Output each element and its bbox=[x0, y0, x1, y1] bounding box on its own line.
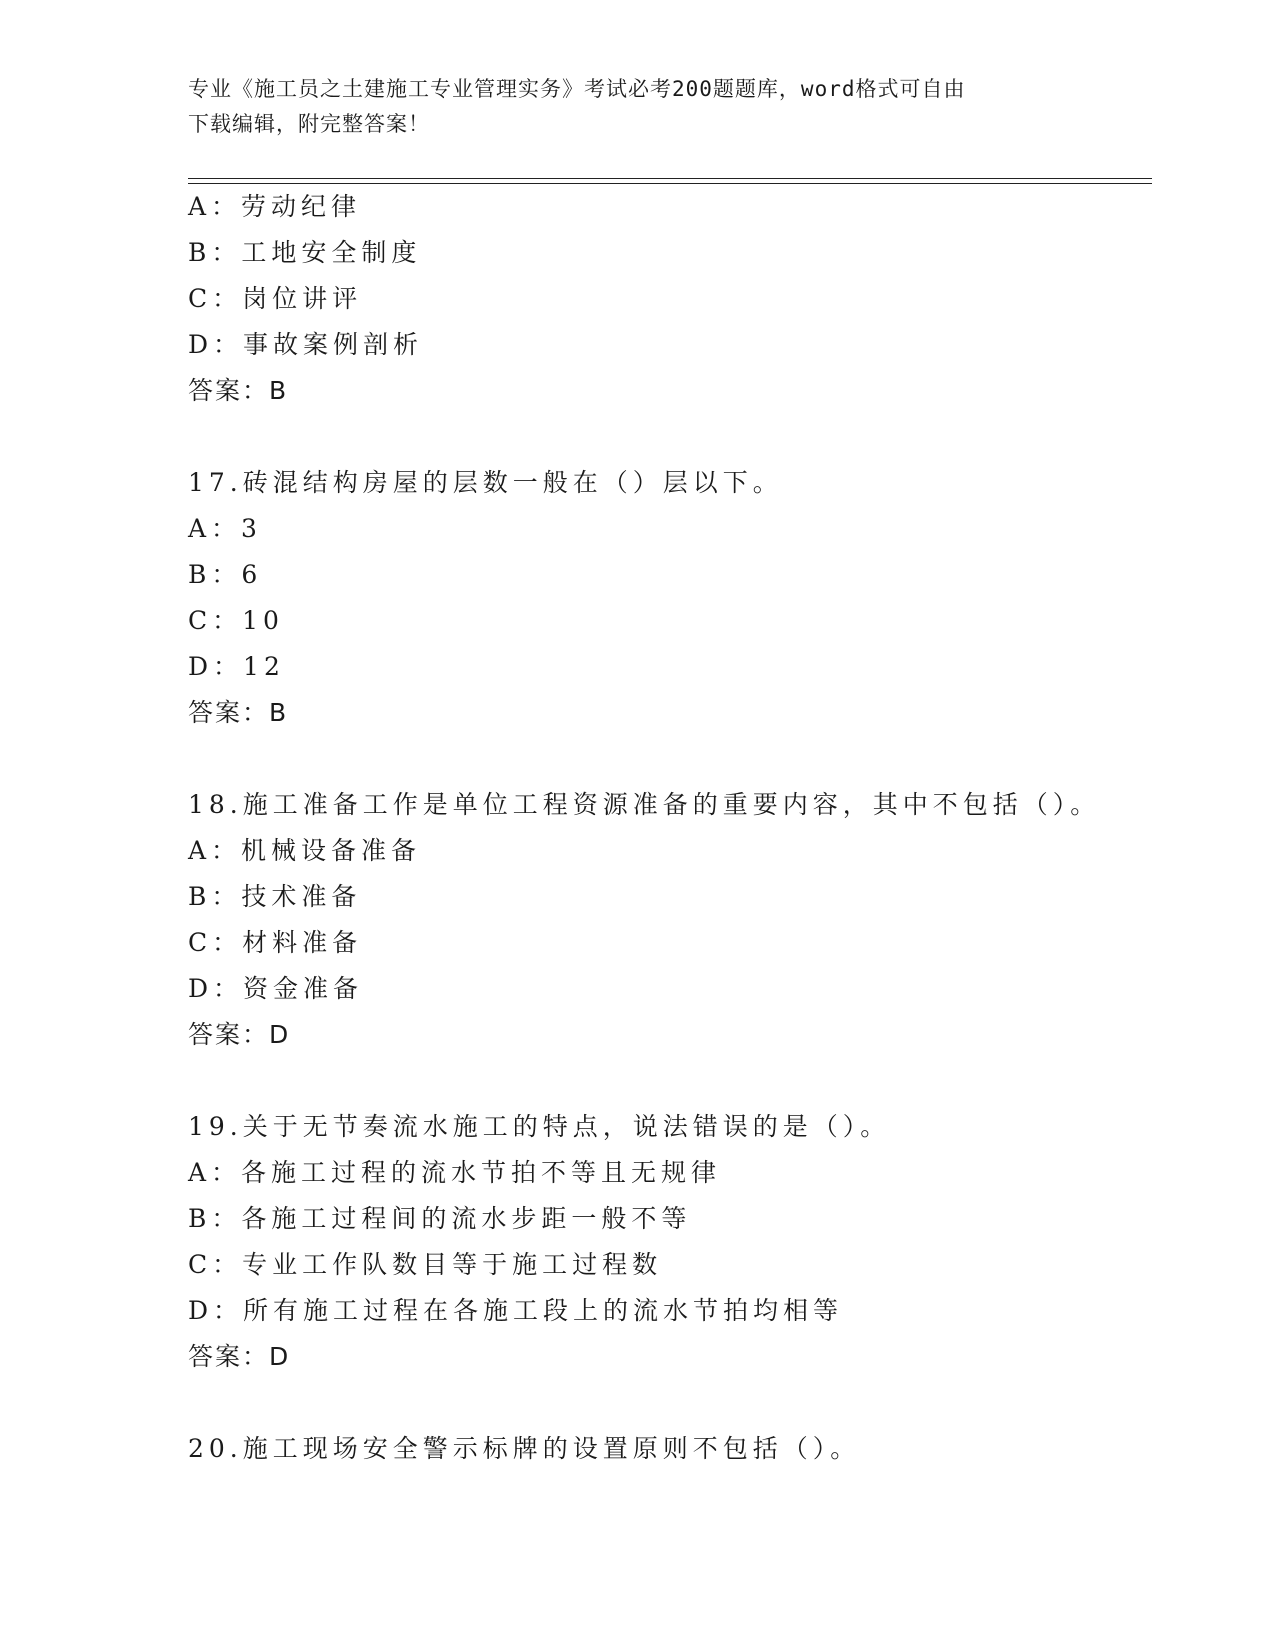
q17-option-a: A：3 bbox=[188, 514, 262, 543]
prev-option-d: D：事故案例剖析 bbox=[188, 330, 424, 359]
header-rule-top bbox=[188, 178, 1152, 179]
q18-option-c: C：材料准备 bbox=[188, 928, 363, 957]
header-line-2: 下载编辑，附完整答案！ bbox=[188, 112, 430, 136]
prev-option-b: B：工地安全制度 bbox=[188, 238, 422, 267]
document-header bbox=[188, 72, 1068, 142]
q17-stem: 17.砖混结构房屋的层数一般在（）层以下。 bbox=[188, 468, 783, 497]
q17-option-c: C：10 bbox=[188, 606, 284, 635]
header-rule-bottom bbox=[188, 183, 1152, 184]
q18-option-a: A：机械设备准备 bbox=[188, 836, 422, 865]
q19-option-d: D：所有施工过程在各施工段上的流水节拍均相等 bbox=[188, 1296, 844, 1325]
q18-option-b: B：技术准备 bbox=[188, 882, 362, 911]
q19-answer: 答案：D bbox=[188, 1342, 291, 1371]
header-line-1: 专业《施工员之土建施工专业管理实务》考试必考200题题库，word格式可自由 bbox=[188, 77, 966, 101]
q17-option-d: D：12 bbox=[188, 652, 285, 681]
prev-answer: 答案：B bbox=[188, 376, 289, 405]
q19-option-c: C：专业工作队数目等于施工过程数 bbox=[188, 1250, 663, 1279]
q18-answer: 答案：D bbox=[188, 1020, 291, 1049]
q19-stem: 19.关于无节奏流水施工的特点，说法错误的是（）。 bbox=[188, 1112, 891, 1141]
prev-option-a: A：劳动纪律 bbox=[188, 192, 362, 221]
q18-option-d: D：资金准备 bbox=[188, 974, 364, 1003]
q20-stem: 20.施工现场安全警示标牌的设置原则不包括（）。 bbox=[188, 1434, 861, 1463]
q19-option-a: A：各施工过程的流水节拍不等且无规律 bbox=[188, 1158, 722, 1187]
q17-option-b: B：6 bbox=[188, 560, 263, 589]
prev-option-c: C：岗位讲评 bbox=[188, 284, 363, 313]
q19-option-b: B：各施工过程间的流水步距一般不等 bbox=[188, 1204, 692, 1233]
q17-answer: 答案：B bbox=[188, 698, 289, 727]
q18-stem: 18.施工准备工作是单位工程资源准备的重要内容，其中不包括（）。 bbox=[188, 790, 1101, 819]
